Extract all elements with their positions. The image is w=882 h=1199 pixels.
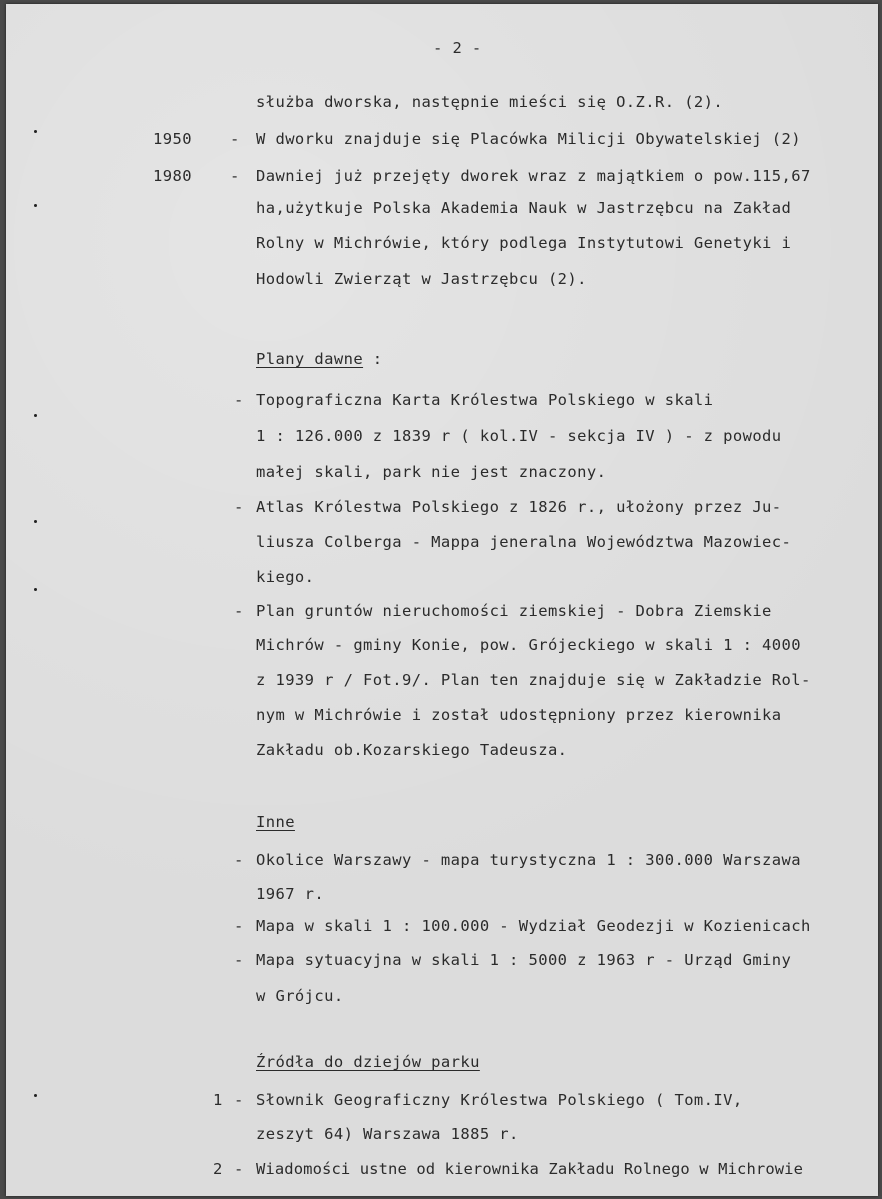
text-line: w Grójcu. [256,987,344,1005]
dash: - [234,951,244,969]
section-heading [256,349,383,369]
text-line: 1 : 126.000 z 1839 r ( kol.IV - sekcja IV ) - z powodu [256,427,782,445]
text-line: Mapa sytuacyjna w skali 1 : 5000 z 1963 r - Urząd Gminy [256,951,792,969]
text-line: Michrów - gminy Konie, pow. Grójeckiego w skali 1 : 4000 [256,636,801,654]
page-number: - 2 - [433,39,482,57]
text-line: Słownik Geograficzny Królestwa Polskiego ( Tom.IV, [256,1091,743,1109]
text-line: Topograficzna Karta Królestwa Polskiego w skali [256,391,714,409]
punch-mark [34,414,37,417]
text-line: nym w Michrówie i został udostępniony przez kierownika [256,706,782,724]
year-label: 1950 [153,130,192,148]
text-line: służba dworska, następnie mieści się O.Z.R. (2). [256,93,724,111]
punch-mark [34,130,37,133]
dash: - [234,917,244,935]
text-line: W dworku znajduje się Placówka Milicji Obywatelskiej (2) [256,130,801,148]
text-line: Zakładu ob.Kozarskiego Tadeusza. [256,741,568,759]
text-line: z 1939 r / Fot.9/. Plan ten znajduje się w Zakładzie Rol- [256,671,811,689]
dash: - [234,851,244,869]
text-line: małej skali, park nie jest znaczony. [256,463,607,481]
source-number: 1 [213,1091,223,1109]
year-label: 1980 [153,167,192,185]
text-line: Plan gruntów nieruchomości ziemskiej - Dobra Ziemskie [256,602,772,620]
dash: - [234,1160,244,1178]
text-line: Okolice Warszawy - mapa turystyczna 1 : 300.000 Warszawa [256,851,801,869]
source-number: 2 [213,1160,223,1178]
dash: - [234,602,244,620]
text-line: Wiadomości ustne od kierownika Zakładu Rolnego w Michrowie [256,1160,804,1178]
text-line: Atlas Królestwa Polskiego z 1826 r., ułożony przez Ju- [256,498,782,516]
text-line: 1967 r. [256,885,325,903]
punch-mark [34,1094,37,1097]
text-line: Dawniej już przejęty dworek wraz z majątkiem o pow.115,67 [256,167,811,185]
section-heading: Inne [256,813,295,831]
dash: - [234,391,244,409]
punch-mark [34,588,37,591]
punch-mark [34,204,37,207]
text-line: Rolny w Michrówie, który podlega Instytutowi Genetyki i [256,234,792,252]
dash: - [234,1091,244,1109]
text-line: zeszyt 64) Warszawa 1885 r. [256,1125,519,1143]
text-line: ha,użytkuje Polska Akademia Nauk w Jastrzębcu na Zakład [256,199,792,217]
section-heading: Źródła do dziejów parku [256,1053,480,1071]
document-page [6,4,878,1196]
dash: - [230,130,240,148]
heading-text: Plany dawne [256,350,364,368]
dash: - [230,167,240,185]
text-line: Mapa w skali 1 : 100.000 - Wydział Geodezji w Kozienicach [256,917,811,935]
dash: - [234,498,244,516]
text-line: Hodowli Zwierząt w Jastrzębcu (2). [256,270,587,288]
punch-mark [34,520,37,523]
text-line: liusza Colberga - Mappa jeneralna Województwa Mazowiec- [256,533,792,551]
text-line: kiego. [256,568,315,586]
heading-suffix: : [363,350,383,368]
